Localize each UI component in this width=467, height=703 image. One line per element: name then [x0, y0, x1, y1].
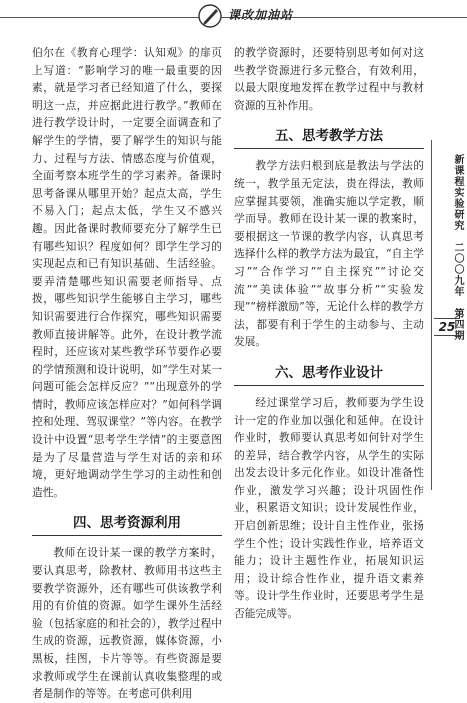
paragraph: 教师在设计某一课的教学方案时，要认真思考，除教材、教师用书这些主要教学资源外，还有哪些可供该教学利用的有价值的资源。如学生课外生活经验（包括家庭的和社会的），教学过程中生成的资源，远教资源，媒体资源，小黑板，挂图，卡片等等。有些资源是要求教师或学生在课前认真收集整理的或者是制作的等等。在考虑可供利用 — [32, 546, 222, 701]
paragraph: 的教学资源时，还要特别思考如何对这些教学资源进行多元整合，有效利用，以最大限度地发挥在教学过程中与教材资源的互补作用。 — [234, 46, 424, 112]
page-number: 25 — [434, 318, 460, 336]
right-column — [234, 44, 424, 623]
paragraph: 教学方法归根到底是教法与学法的统一，教学虽无定法，贵在得法，教师应掌握其要领，准确实施以学定教，顺学而导。教师在设计某一课的教案时，要根据这一节课的教学内容，认真思考选择什么样的教学方法为最宜，“自主学习”“合作学习”“自主探究”“讨论交流”“美读体验”“故事分析”“实验发现”“榜样激励”等，无论什么样的教学方法，都要有利于学生的主动参与、主动发展。 — [234, 159, 424, 349]
journal-sidebar — [428, 0, 467, 650]
pen-icon — [197, 2, 225, 28]
section-heading-homework: 六、思考作业设计 — [234, 363, 424, 386]
page-header — [0, 0, 467, 30]
header-title: 课改加油站 — [228, 8, 294, 22]
section-heading-methods: 五、思考教学方法 — [234, 126, 424, 149]
section-heading-resources: 四、思考资源利用 — [32, 513, 222, 536]
paragraph: 伯尔在《教育心理学：认知观》的扉页上写道：“影响学习的唯一最重要的因素，就是学习者已经知道了什么，要探明这一点，并应据此进行教学。”教师在进行教学设计时，一定要全面调查和了解学生的学情，要了解学生的知识与能力、过程与方法、情感态度与价值观，全面考察本班学生的学习素养。备课时思考备课从哪里开始？起点太高，学生不易入门；起点太低，学生又不感兴趣。因此备课时教师要充分了解学生已有哪些知识？程度如何？即学生学习的实现起点和已有知识基础、生活经验。要弄清楚哪些知识需要老师指导、点拨，哪些知识学生能够自主学习，哪些知识需要进行合作探究，哪些知识需要教师直接讲解等。此外，在设计教学流程时，还应该对某些教学环节要作必要的学情预测和设计说明，如“学生对某一问题可能会怎样反应？”“出现意外的学情时，教师应该怎样应对？”如何科学调控和处理、驾驭课堂？”等内容。在教学设计中设置“思考学生学情”的主要意图是为了尽量营造与学生对话的亲和环境，更好地调动学生学习的主动性和创造性。 — [32, 46, 222, 499]
paragraph: 经过课堂学习后，教师要为学生设计一定的作业加以强化和延伸。在设计作业时，教师要认真思考如何针对学生的差异，结合教学内容，从学生的实际出发去设计多元化作业。如设计准备性作业，激发学习兴趣；设计巩固性作业，积累语文知识；设计发展性作业，开启创新思维；设计自主性作业，张扬学生个性；设计实践性作业，培养语文能力；设计主题性作业，拓展知识运用；设计综合性作业，提升语文素养等。设计学生作业时，还要思考学生是否能完成等。 — [234, 395, 424, 621]
journal-name: 新课程实验研究 二〇〇九年 第四期 — [452, 154, 463, 341]
sidebar-rule — [431, 140, 432, 490]
left-column — [32, 44, 222, 703]
